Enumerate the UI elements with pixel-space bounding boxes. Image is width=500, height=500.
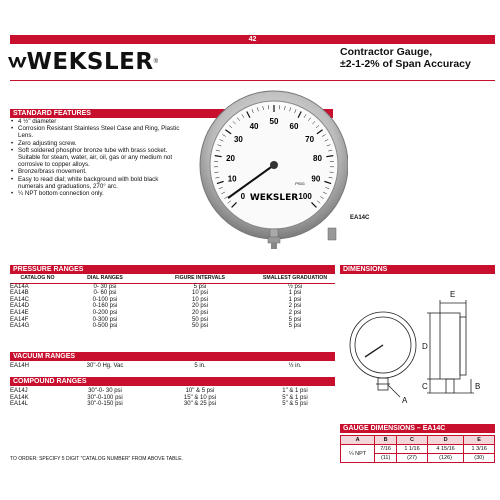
table-cell: 0-160 psi (92, 303, 118, 310)
col-smallest-graduation: SMALLEST GRADUATION (255, 275, 335, 283)
dim-label-c: C (422, 382, 428, 391)
table-cell: 1 psi (288, 290, 302, 297)
table-cell: 30" & 25 psi (183, 401, 217, 408)
table-cell: 50 psi (191, 316, 208, 323)
gauge-stem (270, 229, 278, 237)
table-cell: 0-100 psi (92, 296, 118, 303)
compound-ranges-heading-text: COMPOUND RANGES (13, 378, 87, 385)
gauge-model-label: EA14C (350, 215, 370, 221)
table-cell: 30"-0 Hg. Vac (86, 363, 124, 369)
table-row (10, 323, 335, 330)
table-cell: 5" & 5 psi (282, 401, 308, 408)
table-row (10, 310, 335, 317)
dim-mm-b: (11) (375, 454, 397, 463)
table-cell: 1 psi (288, 296, 302, 303)
feature-item: • Easy to read dial; white background with bold black numerals and graduations, 270° arc. (16, 176, 180, 190)
gauge-hex (268, 237, 280, 243)
dim-mm-e: (30) (464, 454, 495, 463)
col-figure-intervals: FIGURE INTERVALS (145, 275, 255, 283)
table-row (10, 388, 335, 395)
table-cell: EA14K (10, 394, 29, 401)
gauge-numeral: 60 (289, 121, 299, 131)
dim-a-leader (388, 385, 400, 397)
table-cell: 20 psi (191, 303, 208, 310)
table-cell: 10 psi (191, 296, 208, 303)
feature-item: • Soft soldered phosphor bronze tube with brass socket. Suitable for steam, water, air, oil, gas or any medium not corrosive to copper alloys. (16, 147, 180, 169)
table-cell: 30"-0-150 psi (87, 401, 123, 408)
table-cell: 0- 60 psi (93, 290, 117, 297)
standard-features-list (10, 118, 180, 197)
gauge-numeral: 40 (249, 121, 259, 131)
vacuum-ranges-heading-text: VACUUM RANGES (13, 353, 76, 360)
table-cell: 0- 30 psi (93, 283, 117, 290)
page-number: 42 (248, 36, 257, 43)
vacuum-ranges-body (10, 363, 335, 370)
table-cell: EA14J (10, 388, 28, 394)
table-row (10, 290, 335, 297)
brand-name: WEKSLER (26, 49, 154, 75)
pressure-ranges-table (10, 275, 335, 330)
table-cell: 0-300 psi (92, 316, 118, 323)
table-cell: 5 in. (194, 363, 206, 369)
registered-mark: ® (153, 59, 158, 65)
brand-logo (8, 47, 158, 77)
gauge-numeral: 20 (226, 154, 235, 164)
gauge-numeral: 80 (313, 154, 322, 164)
dimensions-drawing (345, 285, 495, 415)
col-dial-ranges: DIAL RANGES (65, 275, 145, 283)
header-divider (10, 80, 495, 81)
dim-header-d: D (427, 436, 463, 445)
dim-header-e: E (464, 436, 495, 445)
table-cell: 1" & 1 psi (282, 388, 308, 394)
weksler-w-icon (8, 52, 27, 72)
table-cell: EA14H (10, 363, 30, 369)
feature-item: • Zero adjusting screw. (16, 140, 180, 147)
table-row (10, 401, 335, 408)
table-cell: EA14D (10, 303, 30, 310)
title-line-2: ±2-1-2% of Span Accuracy (340, 58, 471, 70)
vacuum-ranges-table (10, 363, 335, 370)
table-row (10, 317, 335, 324)
gauge-numeral: 0 (240, 192, 246, 202)
pressure-ranges-body (10, 283, 335, 330)
dim-conn: ¼ NPT (341, 445, 375, 463)
feature-item: • Corrosion Resistant Stainless Steel Case and Ring, Plastic Lens. (16, 125, 180, 139)
gauge-dimensions-table (340, 435, 495, 463)
side-view-stem (446, 379, 454, 393)
table-cell: 5 psi (193, 283, 207, 290)
gauge-numeral: 90 (311, 174, 321, 184)
gauge-dimensions-heading (340, 424, 495, 433)
dim-label-a: A (402, 396, 408, 405)
gauge-dial-unit: PSIG (295, 181, 305, 186)
dim-in-b: 7/16 (375, 445, 397, 454)
order-note: TO ORDER: SPECIFY 5 DIGIT "CATALOG NUMBER" FROM ABOVE TABLE. (10, 456, 183, 462)
gauge-pivot (270, 161, 278, 169)
vacuum-ranges-heading (10, 352, 335, 361)
dim-label-e: E (450, 290, 456, 299)
gauge-numeral: 50 (269, 117, 279, 126)
dim-header-c: C (397, 436, 428, 445)
table-cell: 2 psi (288, 303, 302, 310)
feature-item: • 4 ½" diameter (16, 118, 180, 125)
dim-label-b: B (475, 382, 481, 391)
gauge-illustration (188, 90, 348, 250)
dimensions-heading (340, 265, 495, 274)
dimensions-heading-text: DIMENSIONS (343, 266, 388, 273)
table-cell: EA14A (10, 283, 29, 290)
table-cell: EA14C (10, 296, 30, 303)
table-row (10, 363, 335, 370)
table-row (10, 297, 335, 304)
feature-item: • Bronze/brass movement. (16, 168, 180, 175)
table-cell: 30"-0- 30 psi (88, 388, 122, 394)
dim-in-e: 1 3/16 (464, 445, 495, 454)
dim-header-b: B (375, 436, 397, 445)
table-cell: 0-500 psi (92, 323, 118, 330)
compound-ranges-body (10, 388, 335, 408)
gauge-numeral: 100 (298, 192, 312, 202)
dim-in-c: 1 1/16 (397, 445, 428, 454)
table-row (10, 283, 335, 290)
table-cell: ½ psi (287, 283, 303, 290)
table-row (10, 303, 335, 310)
standard-features-heading-text: STANDARD FEATURES (13, 110, 91, 117)
gauge-numeral: 10 (227, 174, 237, 184)
compound-ranges-heading (10, 377, 335, 386)
gauge-socket (328, 228, 336, 240)
gauge-numeral: 70 (305, 135, 315, 145)
col-catalog: CATALOG NO (10, 275, 65, 283)
table-row (10, 395, 335, 402)
dim-label-d: D (422, 342, 428, 351)
gauge-numeral: 30 (233, 135, 243, 145)
side-view-back (460, 317, 466, 375)
table-cell: 10" & 5 psi (185, 388, 215, 394)
table-cell: EA14G (10, 323, 30, 330)
title-line-1: Contractor Gauge, (340, 46, 433, 58)
table-cell: 5 psi (288, 316, 302, 323)
table-cell: 2 psi (288, 309, 302, 316)
side-view-case (440, 313, 460, 379)
gauge-dimensions-heading-text: GAUGE DIMENSIONS – EA14C (343, 425, 446, 432)
table-cell: EA14B (10, 290, 29, 297)
table-cell: EA14E (10, 309, 29, 316)
dim-mm-c: (27) (397, 454, 428, 463)
dim-mm-d: (126) (427, 454, 463, 463)
front-view-needle (365, 345, 383, 357)
table-cell: EA14F (10, 316, 29, 323)
table-cell: 5" & 1 psi (282, 394, 308, 401)
table-cell: ½ in. (288, 363, 302, 369)
pressure-ranges-heading-text: PRESSURE RANGES (13, 266, 84, 273)
table-cell: 20 psi (191, 309, 208, 316)
table-cell: 15" & 10 psi (183, 394, 217, 401)
table-cell: 0-200 psi (92, 309, 118, 316)
gauge-dial-brand: WEKSLER (249, 193, 299, 203)
table-cell: 10 psi (191, 290, 208, 297)
table-cell: 50 psi (191, 323, 208, 330)
table-cell: 5 psi (288, 323, 302, 330)
dim-in-d: 4 15/16 (427, 445, 463, 454)
page-number-bar (10, 35, 495, 44)
pressure-ranges-heading (10, 265, 335, 274)
feature-item: • ¼ NPT bottom connection only. (16, 190, 180, 197)
gauge-thread (271, 243, 277, 249)
dim-header-a: A (341, 436, 375, 445)
product-title (340, 46, 495, 70)
table-cell: EA14L (10, 401, 29, 408)
table-cell: 30"-0-100 psi (87, 394, 123, 401)
compound-ranges-table (10, 388, 335, 408)
